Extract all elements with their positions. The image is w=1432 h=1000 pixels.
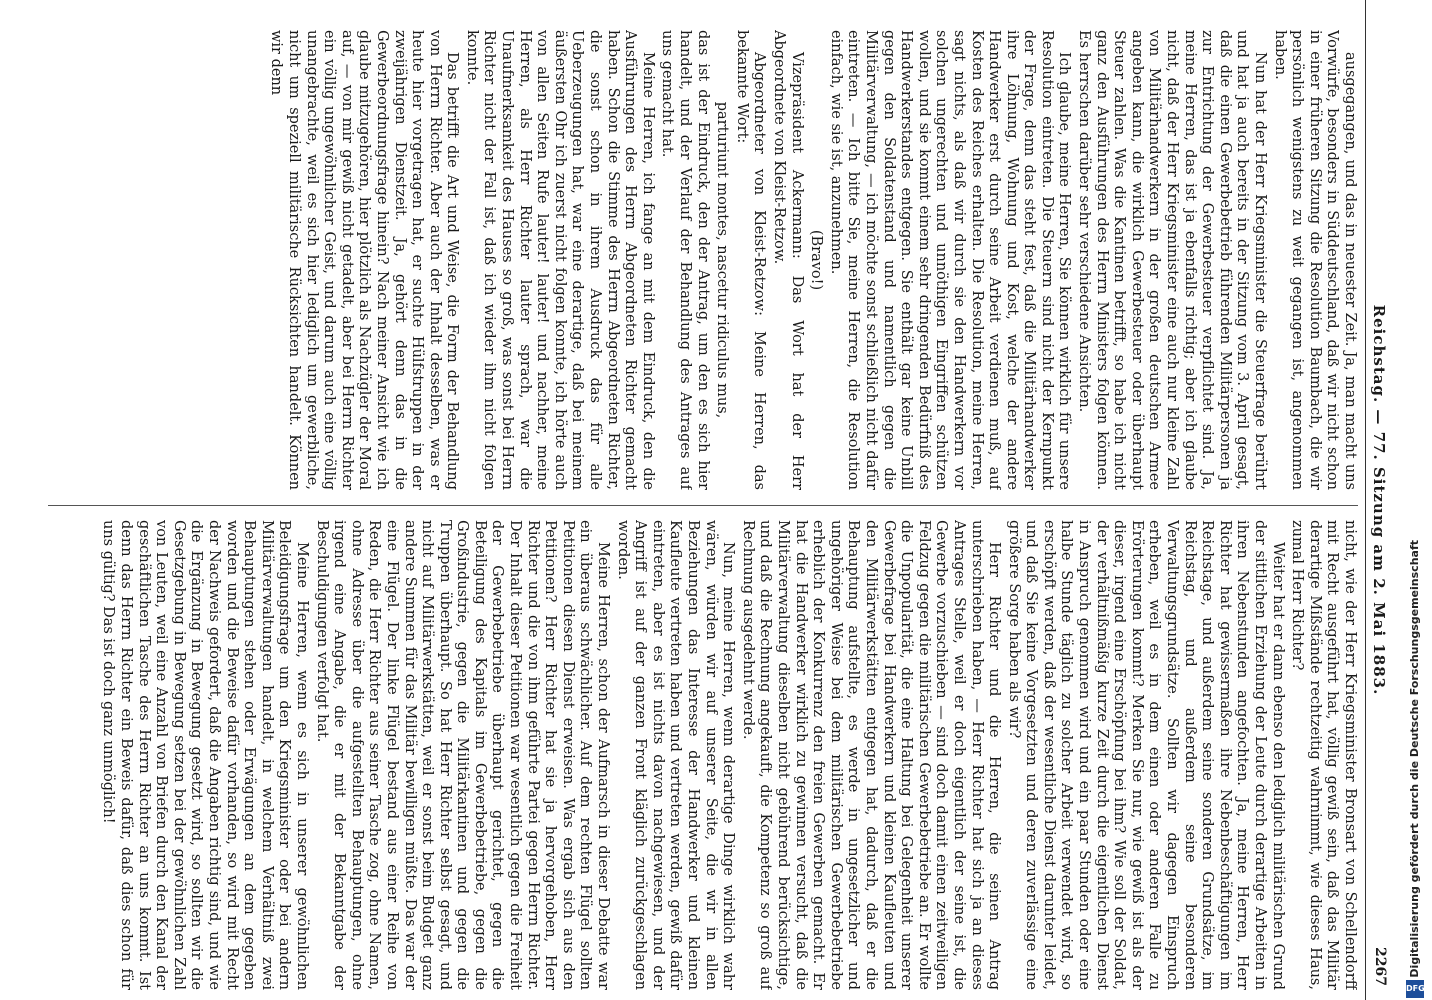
dfg-logo-icon: DFG bbox=[1406, 980, 1424, 998]
page-header bbox=[1365, 0, 1396, 1000]
paragraph: Meine Herren, ich fange an mit dem Eindruck, den die Ausführungen des Herrn Abgeordneten Richter gemacht haben. Schon die Stimme des Herrn Abgeordneten Richter, die sonst schon in ihrem Ausdruck das für alle Ueberzeugungen hat, war eine derartige, daß bei meinem äußersten Ohr ich zuerst nicht folgen konnte, ich hörte auch von allen Seiten Rufe lauter! lauter! und nachher, meine Herren, als Herr Richter lauter sprach, war die Unaufmerksamkeit des Hauses so groß, was sonst bei Herrn Richter nicht der Fall ist, daß ich wieder ihm nicht folgen konnte. bbox=[463, 30, 656, 490]
paragraph: Meine Herren, schon der Aufmarsch in dieser Debatte war ein überaus schwächlicher. Auf dem rechten Flügel sollten Petitionen diesen Dienst erweisen. Was ergab sich aus den Petitionen? Herr Richter hat sie ja hervorgehoben, Herr Richter und die von ihm geführte Partei gegen Herrn Richter. Der Inhalt dieser Petitionen war wesentlich gegen die Freiheit der Gewerbebetriebe überhaupt gerichtet, gegen die Beteiligung des Kapitals im Gewerbebetriebe, gegen die Großindustrie, gegen die Militärkantinen und gegen die Truppen überhaupt. So hat Herr Richter selbst gesagt, und nicht auf Militärwerkstätten, weil er sonst beim Budget ganz andere Summen für das Militär bewilligen müßte. Das war der eine Flügel. Der linke Flügel bestand aus einer Reihe von Reden, die Herr Richter aus seiner Tasche zog, ohne Namen, ohne Adresse über die aufgestellten Behauptungen, ohne irgend eine Angabe, die er mit der Bekanntgabe der Beschuldigungen verfolgt hat. bbox=[313, 520, 612, 990]
speaker-paragraph: Abgeordneter von Kleist-Retzow: Meine Herren, das bekannte Wort: bbox=[733, 30, 768, 490]
credit-text: Digitalisierung gefördert durch die Deutsche Forschungsgemeinschaft bbox=[1408, 540, 1421, 978]
paragraph: das ist der Eindruck, den der Antrag, um den es sich hier handelt, und der Verlauf der Behandlung des Antrages auf uns gemacht hat. bbox=[659, 30, 711, 490]
paragraph: Weiter hat er dann ebenso den lediglich militärischen Grund der sittlichen Erziehung der Leute durch derartige Arbeiten in ihren Nebenstunden angefochten. Ja, meine Herren, Herr Richter hat gewissermaßen ihre Nebenbeschäftigungen im Reichstage, und außerdem seine sonderen Grundsätze, im Reichstag, und außerdem seine besonderen Verwaltungsgrundsätze. Sollten wir dagegen Einspruch erheben, weil es in dem einen oder anderen Falle zu Erörterungen kommt? Merken Sie nur, wie gewiß ist als der dieser, irgend eine Erschöpfung bei ihm? Wie soll der Soldat, der verhältnißmäßig kurze Zeit durch die eigentlichen Dienst in Anspruch genommen wird und ein paar Stunden oder eine halbe Stunde täglich zu solcher Arbeit verwendet wird, so erschöpft werden, daß der wesentliche Dienst darunter leidet, und daß Sie keine Vorgesetzten und deren zuverlässige eine größere Sorge haben als wir? bbox=[1005, 520, 1286, 990]
paragraph: Meine Herren, wenn es sich in unserer gewöhnlichen Beleidigungsfrage um den Kriegsminister oder bei andern Militärverwaltungen handelt, in welchem Verhältniß zwei Behauptungen stehen oder Erwägungen an dem gegeben worden und die Beweise dafür vorhanden, so wird mit Recht der Nachweis gefordert, daß die Angaben richtig sind, und wie die Ergänzung in Bewegung gesetzt wird, so sollten wir die Gesetzgebung in Bewegung setzen bei der gewöhnlichen Zahl von Leuten, weil eine Anzahl von Briefen durch den Kanal der geschäftlichen Tasche des Herrn Richter an uns kommt. Ist denn das Herrn Richter ein Beweis dafür, daß dies schon für uns gültig? Das ist doch ganz unmöglich! bbox=[100, 520, 310, 990]
paragraph: Nun hat der Herr Kriegsminister die Steuerfrage berührt und hat ja auch bereits in der Sitzung vom 3. April gesagt, daß die einen Gewerbebetrieb führenden Militärpersonen ja zur Entrichtung der Gewerbesteuer verpflichtet sind. Ja, meine Herren, das ist ja ebenfalls richtig; aber ich glaube nicht, daß der Herr Kriegsminister eine auch nur kleine Zahl von Militärhandwerkern in der großen deutschen Armee angeben kann, die wirklich Gewerbesteuer oder überhaupt Steuer zahlen. Was die Kantinen betrifft, so habe ich nicht ganz den Ausführungen des Herrn Ministers folgen können. Es herrschen darüber sehr verschiedene Ansichten. bbox=[1076, 30, 1269, 490]
paragraph: Das betrifft die Art und Weise, die Form der Behandlung von Herrn Richter. Aber auch der Inhalt desselben, was er heute hier vorgetragen hat, er suchte Hülfstruppen in der zweijährigen Dienstzeit. Ja, gehört denn das in die Gewerbeordnungsfrage hinein? Nach meiner Ansicht wie ich glaube mitzugehören, hier plötzlich als Nachzügler der Moral auf, — von mir gewiß nicht getadelt, aber bei Herrn Richter ein völlig ungewöhnlicher Geist, und darum auch eine völlig unangebrachte, weil es sich hier lediglich um gewerbliche, nicht um speziell militärische Rücksichten handelt. Können wir denn bbox=[268, 30, 461, 490]
rotated-document-page bbox=[8, 0, 1400, 1000]
page-number: 2267 bbox=[1372, 947, 1388, 986]
right-text-column bbox=[48, 520, 1358, 990]
page-title: Reichstag. — 77. Sitzung am 2. Mai 1883. bbox=[1370, 304, 1388, 696]
column-divider bbox=[48, 505, 1358, 506]
paragraph: Herr Richter und die Herren, die seinen Antrag unterschrieben haben, — Herr Richter hat sich ja an dieses Antrages Stelle, weil er doch eigentlich der seine ist, die Gewerbe vorzuschieben — sind doch damit einen zeitweiligen Feldzug gegen die militärischen Gewerbebetriebe an. Er wollte die Unpopularität, die eine Haltung bei Gelegenheit unserer Gewerbefrage bei Handwerkern und kleinen Kaufleuten und den Militärwerkstätten entgegen hat, dadurch, daß er die Behauptung aufstellte, es werde in ungesetzlicher und ungehöriger Weise bei dem militärischen Gewerbebetriebe erheblich der Konkurrenz den freien Gewerben gemacht. Er hat die Handwerker wirklich zu gewinnen versucht, daß die Militärverwaltung dieselben nicht gebührend berücksichtige, und daß die Rechnung angekauft, die Kompetenz so groß auf Rechnung ausgedehnt werde. bbox=[739, 520, 1003, 990]
paragraph: Nun, meine Herren, wenn derartige Dinge wirklich wahr wären, würden wir auf unserer Seite, die wir in allen Beziehungen das Interesse der Handwerker und kleinen Kaufleute vertreten haben und vertreten werden, gewiß dafür eintreten, aber es ist nichts davon nachgewiesen, und der Angriff ist auf der ganzen Front kläglich zurückgeschlagen worden. bbox=[614, 520, 737, 990]
paragraph: Ich glaube, meine Herren, Sie können wirklich für unsere Resolution eintreten. Die Steuern sind nicht der Kernpunkt der Frage, denn das steht fest, daß die Militärhandwerker ihre Löhnung, Wohnung und Kost, welche der andere Handwerker erst durch seine Arbeit verdienen muß, auf Kosten des Reiches erhalten. Die Resolution, meine Herren, sagt nichts, als daß wir durch sie den Handwerkern vor solchen ungerechten und unnöthigen Eingriffen schützen wollen, und sie kommt einem sehr dringenden Bedürfniß des Handwerkerstandes entgegen. Sie enthält gar keine Unbill gegen den Soldatenstand und namentlich gegen die Militärverwaltung, — ich möchte sonst schließlich nicht dafür eintreten. — Ich bitte Sie, meine Herren, die Resolution einfach, wie sie ist, anzunehmen. bbox=[827, 30, 1073, 490]
paragraph: nicht, wie der Herr Kriegsminister Bronsart von Schellendorff mit Recht ausgeführt hat, völlig gewiß sein, daß das Militär derartige Mißstände rechtzeitig wahrnimmt, wie dieses Haus, zumal Herr Richter? bbox=[1289, 520, 1358, 990]
quotation: parturiunt montes, nascetur ridiculus mus, bbox=[714, 101, 731, 419]
left-text-column bbox=[48, 30, 1358, 490]
digitization-credit bbox=[1404, 540, 1428, 1000]
speaker-paragraph: Vizepräsident Ackermann: Das Wort hat der Herr Abgeordnete von Kleist-Retzow. bbox=[771, 30, 805, 490]
interjection: (Bravo!) bbox=[808, 229, 825, 291]
paragraph: ausgegangen, und das in neuester Zeit. Ja, man macht uns Vorwürfe, besonders in Süddeutschland, daß wir nicht schon in einer früheren Sitzung die Resolution Baumbach, die wir persönlich wenigstens zu weit gegangen ist, angenommen haben. bbox=[1271, 30, 1358, 490]
